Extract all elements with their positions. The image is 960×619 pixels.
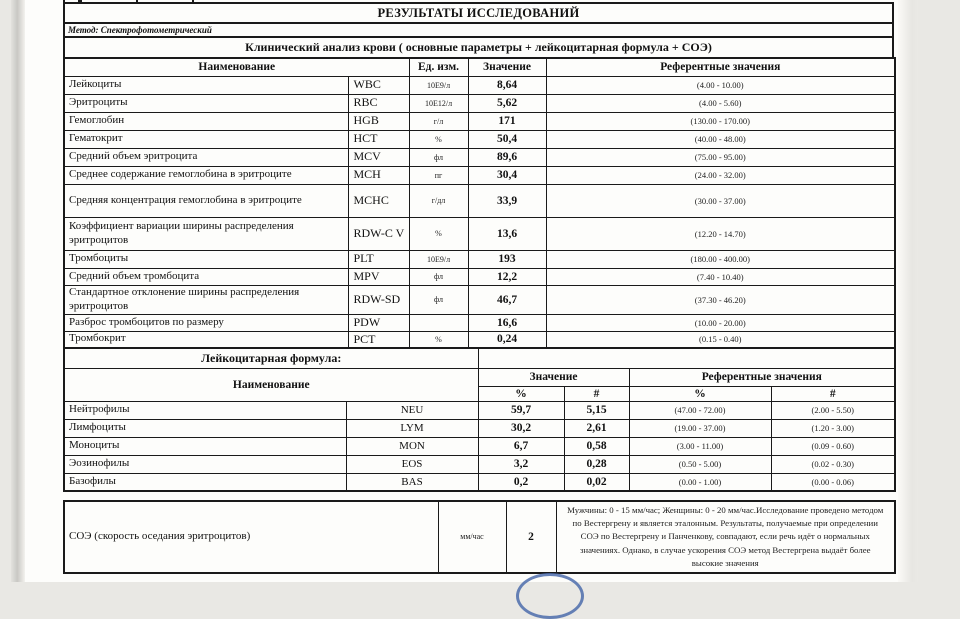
value-cell: 8,64 [468, 76, 546, 94]
unit-cell: % [409, 217, 468, 250]
param-code-cell: PLT [348, 250, 409, 268]
reference-percent-cell: (19.00 - 37.00) [629, 419, 771, 437]
table-row [64, 130, 895, 148]
reference-cell: (30.00 - 37.00) [546, 184, 895, 217]
param-name-cell: Моноциты [64, 437, 346, 455]
percent-value-cell: 59,7 [478, 401, 564, 419]
soe-table [63, 500, 896, 574]
abs-value-cell: 0,28 [564, 455, 629, 473]
percent-value-cell: 30,2 [478, 419, 564, 437]
abs-value-cell: 0,02 [564, 473, 629, 491]
value-cell: 89,6 [468, 148, 546, 166]
value-cell: 171 [468, 112, 546, 130]
reference-cell: Мужчины: 0 - 15 мм/час; Женщины: 0 - 20 мм/час.Исследование проведено методом по Вестергрену и является эталонным. Результаты, получаемые при определении СОЭ по Вестергрену и Панченкову, совпадают, если речь идёт о нормальных значениях. Однако, в случае ускорения СОЭ метод Вестергрена выдаёт более высокие значения [556, 501, 895, 573]
left-page-edge-shadow [11, 0, 25, 582]
param-name-cell: Среднее содержание гемоглобина в эритроците [64, 166, 348, 184]
reference-abs-cell: (2.00 - 5.50) [771, 401, 895, 419]
value-cell: 5,62 [468, 94, 546, 112]
column-header-unit: Ед. изм. [409, 58, 468, 76]
table-row [64, 148, 895, 166]
table-row [64, 419, 895, 437]
param-code-cell: RDW-SD [348, 285, 409, 314]
reference-cell: (24.00 - 32.00) [546, 166, 895, 184]
empty-cell [478, 348, 895, 368]
value-cell: 0,24 [468, 331, 546, 348]
table-row [64, 501, 895, 573]
abs-value-cell: 2,61 [564, 419, 629, 437]
table-row [64, 437, 895, 455]
value-cell: 193 [468, 250, 546, 268]
column-header-reference: Референтные значения [546, 58, 895, 76]
param-name-cell: СОЭ (скорость оседания эритроцитов) [64, 501, 438, 573]
param-code-cell: NEU [346, 401, 478, 419]
unit-cell [409, 314, 468, 331]
param-name-cell: Нейтрофилы [64, 401, 346, 419]
value-cell: 13,6 [468, 217, 546, 250]
reference-cell: (7.40 - 10.40) [546, 268, 895, 285]
reference-cell: (0.15 - 0.40) [546, 331, 895, 348]
param-code-cell: RBC [348, 94, 409, 112]
table-row [64, 184, 895, 217]
param-code-cell: HCT [348, 130, 409, 148]
reference-percent-cell: (47.00 - 72.00) [629, 401, 771, 419]
table-row [64, 455, 895, 473]
unit-cell: г/л [409, 112, 468, 130]
unit-cell: фл [409, 148, 468, 166]
unit-cell: % [409, 331, 468, 348]
param-code-cell: RDW-C V [348, 217, 409, 250]
param-code-cell: MCV [348, 148, 409, 166]
param-code-cell: LYM [346, 419, 478, 437]
param-name-cell: Лимфоциты [64, 419, 346, 437]
table-row [64, 166, 895, 184]
reference-percent-cell: (3.00 - 11.00) [629, 437, 771, 455]
table-row [64, 112, 895, 130]
param-name-cell: Тромбокрит [64, 331, 348, 348]
leukocyte-header-row [64, 368, 895, 386]
right-page-edge [898, 0, 918, 582]
column-header-abs: # [564, 386, 629, 401]
param-name-cell: Тромбоциты [64, 250, 348, 268]
reference-percent-cell: (0.50 - 5.00) [629, 455, 771, 473]
value-cell: 16,6 [468, 314, 546, 331]
value-cell: 12,2 [468, 268, 546, 285]
param-code-cell: HGB [348, 112, 409, 130]
param-name-cell: Лейкоциты [64, 76, 348, 94]
unit-cell: фл [409, 268, 468, 285]
column-header-value: Значение [468, 58, 546, 76]
method-label: Метод: Спектрофотометрический [63, 22, 894, 38]
column-header-name: Наименование [64, 58, 409, 76]
param-code-cell: WBC [348, 76, 409, 94]
value-cell: 2 [506, 501, 556, 573]
param-name-cell: Гематокрит [64, 130, 348, 148]
param-code-cell: EOS [346, 455, 478, 473]
param-name-cell: Базофилы [64, 473, 346, 491]
reference-cell: (130.00 - 170.00) [546, 112, 895, 130]
table-border-remnant [192, 0, 194, 2]
table-row [64, 217, 895, 250]
table-row [64, 76, 895, 94]
column-header-percent: % [478, 386, 564, 401]
reference-cell: (4.00 - 5.60) [546, 94, 895, 112]
reference-cell: (40.00 - 48.00) [546, 130, 895, 148]
reference-cell: (75.00 - 95.00) [546, 148, 895, 166]
table-row [64, 285, 895, 314]
reference-percent-cell: (0.00 - 1.00) [629, 473, 771, 491]
unit-cell: % [409, 130, 468, 148]
previous-row-remnant [63, 0, 894, 4]
param-code-cell: MON [346, 437, 478, 455]
leukocyte-table [63, 347, 896, 492]
reference-cell: (10.00 - 20.00) [546, 314, 895, 331]
param-name-cell: Средний объем эритроцита [64, 148, 348, 166]
unit-cell: мм/час [438, 501, 506, 573]
param-name-cell: Гемоглобин [64, 112, 348, 130]
value-cell: 50,4 [468, 130, 546, 148]
percent-value-cell: 3,2 [478, 455, 564, 473]
column-header-ref-percent: % [629, 386, 771, 401]
value-cell: 46,7 [468, 285, 546, 314]
param-name-cell: Коэффициент вариации ширины распределения эритроцитов [64, 217, 348, 250]
table-row [64, 401, 895, 419]
section-title-leukocyte-formula: Лейкоцитарная формула: [64, 348, 478, 368]
param-name-cell: Средний объем тромбоцита [64, 268, 348, 285]
value-cell: 30,4 [468, 166, 546, 184]
column-header-value: Значение [478, 368, 629, 386]
param-code-cell: BAS [346, 473, 478, 491]
report-subtitle: Клинический анализ крови ( основные параметры + лейкоцитарная формула + СОЭ) [63, 36, 894, 59]
stamp-seal-arc [516, 573, 584, 619]
cbc-header-row [64, 58, 895, 76]
param-code-cell: MPV [348, 268, 409, 285]
value-cell: 33,9 [468, 184, 546, 217]
unit-cell: г/дл [409, 184, 468, 217]
reference-abs-cell: (0.09 - 0.60) [771, 437, 895, 455]
table-border-remnant [78, 0, 82, 2]
abs-value-cell: 5,15 [564, 401, 629, 419]
unit-cell: 10E9/л [409, 76, 468, 94]
unit-cell: 10E9/л [409, 250, 468, 268]
reference-abs-cell: (1.20 - 3.00) [771, 419, 895, 437]
lab-report [63, 0, 894, 574]
reference-cell: (37.30 - 46.20) [546, 285, 895, 314]
unit-cell: фл [409, 285, 468, 314]
reference-cell: (4.00 - 10.00) [546, 76, 895, 94]
unit-cell: пг [409, 166, 468, 184]
reference-cell: (180.00 - 400.00) [546, 250, 895, 268]
percent-value-cell: 0,2 [478, 473, 564, 491]
column-header-name: Наименование [64, 368, 478, 401]
table-row [64, 268, 895, 285]
table-row [64, 473, 895, 491]
cbc-table [63, 57, 896, 349]
param-code-cell: PDW [348, 314, 409, 331]
table-row [64, 314, 895, 331]
results-title: РЕЗУЛЬТАТЫ ИССЛЕДОВАНИЙ [63, 2, 894, 24]
abs-value-cell: 0,58 [564, 437, 629, 455]
column-header-reference: Референтные значения [629, 368, 895, 386]
reference-cell: (12.20 - 14.70) [546, 217, 895, 250]
table-border-remnant [136, 0, 138, 2]
param-name-cell: Средняя концентрация гемоглобина в эритроците [64, 184, 348, 217]
param-name-cell: Эозинофилы [64, 455, 346, 473]
param-code-cell: MCH [348, 166, 409, 184]
param-name-cell: Разброс тромбоцитов по размеру [64, 314, 348, 331]
table-row [64, 250, 895, 268]
unit-cell: 10E12/л [409, 94, 468, 112]
table-row [64, 94, 895, 112]
reference-abs-cell: (0.02 - 0.30) [771, 455, 895, 473]
param-code-cell: MCHC [348, 184, 409, 217]
column-header-ref-abs: # [771, 386, 895, 401]
param-code-cell: PCT [348, 331, 409, 348]
reference-abs-cell: (0.00 - 0.06) [771, 473, 895, 491]
leukocyte-section-row [64, 348, 895, 368]
percent-value-cell: 6,7 [478, 437, 564, 455]
table-row [64, 331, 895, 348]
param-name-cell: Эритроциты [64, 94, 348, 112]
param-name-cell: Стандартное отклонение ширины распределения эритроцитов [64, 285, 348, 314]
